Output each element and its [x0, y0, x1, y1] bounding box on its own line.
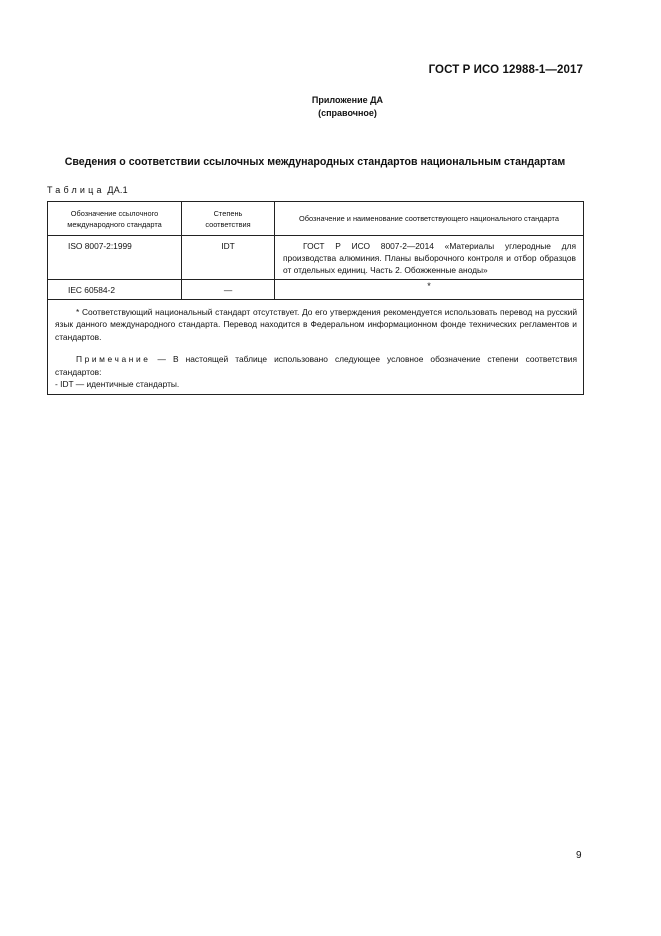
table-caption-word: Таблица	[47, 185, 105, 195]
cell-reference: IEC 60584-2	[48, 280, 182, 300]
cell-national: *	[275, 280, 584, 300]
cell-reference: ISO 8007-2:1999	[48, 236, 182, 280]
appendix-title: Приложение ДА	[311, 95, 384, 105]
cell-degree: —	[182, 280, 275, 300]
header-reference-standard	[48, 202, 182, 236]
header-col2-line1: Степень	[213, 208, 243, 218]
header-col1-line1: Обозначение ссылочного	[70, 208, 159, 218]
appendix-heading	[0, 94, 661, 120]
document-title: Сведения о соответствии ссылочных международных стандартов национальным стандартам	[64, 156, 566, 168]
cell-degree: IDT	[182, 236, 275, 280]
header-col1-line2: международного стандарта	[67, 219, 162, 229]
header-degree	[182, 202, 275, 236]
table-header-row	[48, 202, 584, 236]
table-notes-row	[48, 300, 584, 395]
header-national-standard: Обозначение и наименование соответствующего национального стандарта	[275, 202, 584, 236]
note-text: — В настоящей таблице использовано следующее условное обозначение степени соответствия стандартов:	[55, 354, 577, 377]
table-notes	[48, 300, 584, 395]
table-footnote: * Соответствующий национальный стандарт отсутствует. До его утверждения рекомендуется использовать перевод на русский язык данного международного стандарта. Перевод находится в Федеральном информационном фонде технических регламентов и стандартов.	[55, 307, 577, 342]
table-caption	[47, 185, 128, 195]
correspondence-table	[47, 201, 584, 395]
note-label: Примечание	[76, 354, 151, 365]
header-col2-line2: соответствия	[205, 219, 251, 229]
appendix-subtitle: (справочное)	[318, 108, 377, 118]
cell-national-text: ГОСТ Р ИСО 8007-2—2014 «Материалы углеродные для производства алюминия. Планы выборочного контроля и отбор образцов от отдельных единиц. Часть 2. Обожженные аноды»	[283, 241, 576, 275]
table-row	[48, 280, 584, 300]
cell-national	[275, 236, 584, 280]
table-row	[48, 236, 584, 280]
page-number: 9	[576, 850, 582, 861]
note-item: - IDT — идентичные стандарты.	[55, 379, 180, 390]
table-caption-number: ДА.1	[107, 185, 128, 195]
table-note	[55, 353, 577, 378]
standard-code-header: ГОСТ Р ИСО 12988-1—2017	[428, 64, 583, 76]
